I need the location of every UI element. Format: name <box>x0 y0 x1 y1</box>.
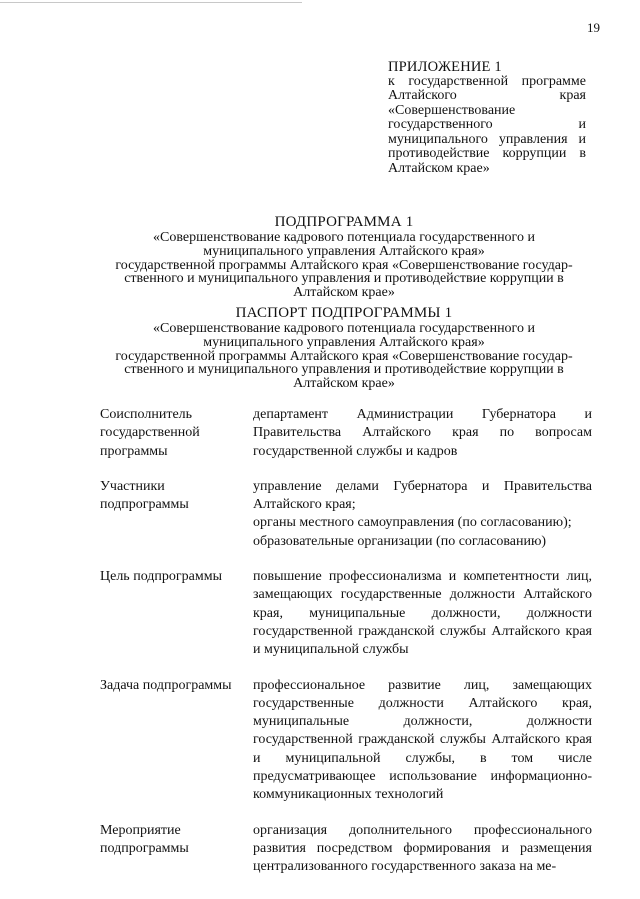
table-row <box>100 478 592 551</box>
top-border-line <box>0 2 302 3</box>
passport-table <box>100 406 592 894</box>
row-label: Цель подпрограммы <box>100 569 222 585</box>
row-value <box>253 568 592 659</box>
row-value <box>253 677 592 805</box>
row-label: Мероприятие подпрограммы <box>100 822 189 856</box>
row-label: Задача подпрограммы <box>100 677 232 693</box>
row-value <box>253 822 592 877</box>
subprogram-header <box>96 214 592 300</box>
appendix-block <box>388 60 586 176</box>
row-label: Участники подпрограммы <box>100 478 189 513</box>
subprogram-line: «Совершенствование кадрового потенциала государственного и <box>153 230 535 245</box>
appendix-text: к государственной программе Алтайского края «Совершенствование государственного и муниципального управления и противодействие коррупции в Алтайском крае» <box>388 73 586 176</box>
passport-line: государственной программы Алтайского края «Совершенствование государ- <box>115 348 573 364</box>
row-value <box>253 406 592 461</box>
passport-title: ПАСПОРТ ПОДПРОГРАММЫ 1 <box>235 305 453 321</box>
page-number: 19 <box>587 20 600 35</box>
table-row <box>100 568 592 659</box>
table-row <box>100 677 592 805</box>
table-row <box>100 822 592 877</box>
row-value-text: управление делами Губернатора и Правительства Алтайского края; <box>253 478 592 513</box>
row-value-text: департамент Администрации Губернатора и Правительства Алтайского края по вопросам государственной службы и кадров <box>253 407 592 459</box>
subprogram-line: Алтайском крае» <box>293 285 395 301</box>
passport-line: Алтайском крае» <box>293 376 395 392</box>
row-value-text: организация дополнительного профессионального развития посредством формирования и размещения централизованного государственного заказа на ме- <box>253 822 592 875</box>
passport-line: муниципального управления Алтайского края» <box>203 334 485 350</box>
subprogram-line: государственной программы Алтайского края «Совершенствование государ- <box>115 257 573 273</box>
row-value-text: повышение профессионализма и компетентности лиц, замещающих государственные должности Алтайского края, муниципальные должности, должности государственной гражданской службы Алтайского края и муниципальной службы <box>253 569 592 658</box>
subprogram-title: ПОДПРОГРАММА 1 <box>274 214 414 230</box>
row-value <box>253 478 592 551</box>
row-value-text: образовательные организации (по согласованию) <box>253 533 547 549</box>
subprogram-line: муниципального управления Алтайского края» <box>203 243 485 259</box>
passport-header <box>96 305 592 391</box>
row-value-text: органы местного самоуправления (по согласованию); <box>253 515 572 531</box>
passport-line: «Совершенствование кадрового потенциала государственного и <box>153 321 535 336</box>
row-label: Соисполнитель государственной программы <box>100 407 200 459</box>
row-value-text: профессиональное развитие лиц, замещающих государственные должности Алтайского края, муниципальные должности, должности государственной гражданской службы Алтайского края и муниципальной службы, в том числе предусматривающее использование информационно-коммуникационных технологий <box>253 677 592 803</box>
table-row <box>100 406 592 461</box>
passport-line: ственного и муниципального управления и противодействие коррупции в <box>124 362 564 378</box>
subprogram-line: ственного и муниципального управления и противодействие коррупции в <box>124 271 564 287</box>
appendix-title: ПРИЛОЖЕНИЕ 1 <box>388 59 502 75</box>
